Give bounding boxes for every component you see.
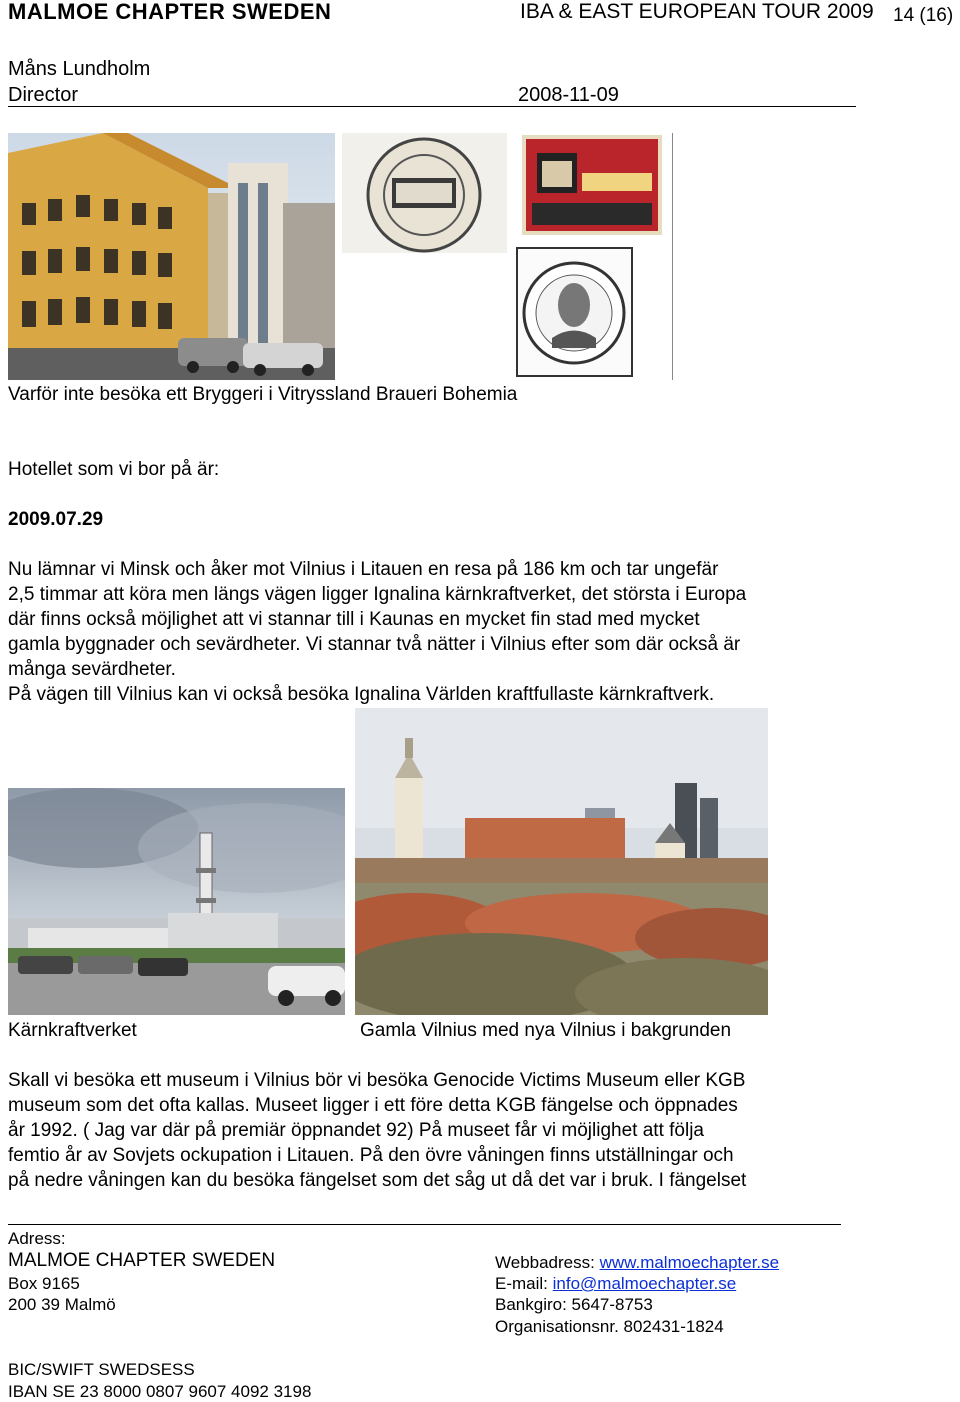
brewery-building-photo — [8, 133, 335, 380]
footer-rule — [8, 1224, 841, 1225]
paragraph-line: på nedre våningen kan du besöka fängelset som det såg ut då det var i bruk. I fängelset — [8, 1170, 747, 1191]
header-rule — [8, 106, 856, 107]
address-label: Adress: — [8, 1229, 66, 1248]
nuclear-plant-caption: Kärnkraftverket — [8, 1020, 137, 1041]
paragraph-2 — [8, 1068, 956, 1193]
web-label: Webbadress: — [495, 1253, 600, 1272]
paragraph-line: På vägen till Vilnius kan vi också besöka Ignalina Världen kraftfullaste kärnkraftverk. — [8, 684, 715, 705]
website-link[interactable]: www.malmoechapter.se — [599, 1253, 780, 1272]
bankgiro: Bankgiro: 5647-8753 — [495, 1295, 653, 1314]
bic-swift: BIC/SWIFT SWEDSESS — [8, 1360, 195, 1379]
paragraph-line: Nu lämnar vi Minsk och åker mot Vilnius i Litauen en resa på 186 km och tar ungefär — [8, 559, 719, 580]
hotel-line: Hotellet som vi bor på är: — [8, 459, 220, 480]
section-date: 2009.07.29 — [8, 509, 104, 530]
footer-box: Box 9165 — [8, 1274, 80, 1293]
paragraph-line: många sevärdheter. — [8, 659, 176, 680]
email-label: E-mail: — [495, 1274, 553, 1293]
paragraph-1 — [8, 557, 956, 707]
nuclear-plant-photo — [8, 788, 345, 1015]
paragraph-line: där finns också möjlighet att vi stannar till i Kaunas en mycket fin stad med mycket — [8, 609, 700, 630]
vilnius-city-photo — [355, 708, 768, 1015]
document-date: 2008-11-09 — [518, 84, 619, 106]
iban: IBAN SE 23 8000 0807 9607 4092 3198 — [8, 1382, 312, 1401]
paragraph-line: 2,5 timmar att köra men längs vägen ligger Ignalina kärnkraftverket, det största i Europa — [8, 584, 747, 605]
paragraph-line: museum som det ofta kallas. Museet ligger i ett före detta KGB fängelse och öppnades — [8, 1095, 738, 1116]
page-number: 14 (16) — [893, 5, 954, 26]
paragraph-line: femtio år av Sovjets ockupation i Litauen. På den övre våningen finns utställningar och — [8, 1145, 734, 1166]
footer-city: 200 39 Malmö — [8, 1295, 116, 1314]
organisation-number: Organisationsnr. 802431-1824 — [495, 1317, 724, 1336]
paragraph-line: år 1992. ( Jag var där på premiär öppnandet 92) På museet får vi möjlighet att följa — [8, 1120, 704, 1141]
brand-title: MALMOE CHAPTER SWEDEN — [8, 0, 332, 24]
beer-labels-collage — [342, 133, 673, 380]
email-address — [495, 1274, 736, 1294]
author-name: Måns Lundholm — [8, 58, 151, 80]
brewery-caption: Varför inte besöka ett Bryggeri i Vitryssland Braueri Bohemia — [8, 384, 518, 405]
vilnius-caption: Gamla Vilnius med nya Vilnius i bakgrunden — [360, 1020, 732, 1041]
email-link[interactable]: info@malmoechapter.se — [552, 1274, 737, 1293]
tour-title: IBA & EAST EUROPEAN TOUR 2009 — [520, 0, 874, 23]
paragraph-line: gamla byggnader och sevärdheter. Vi stannar två nätter i Vilnius efter som där också är — [8, 634, 741, 655]
footer-org-name: MALMOE CHAPTER SWEDEN — [8, 1250, 276, 1271]
author-role: Director — [8, 84, 79, 106]
paragraph-line: Skall vi besöka ett museum i Vilnius bör vi besöka Genocide Victims Museum eller KGB — [8, 1070, 746, 1091]
web-address — [495, 1253, 779, 1273]
